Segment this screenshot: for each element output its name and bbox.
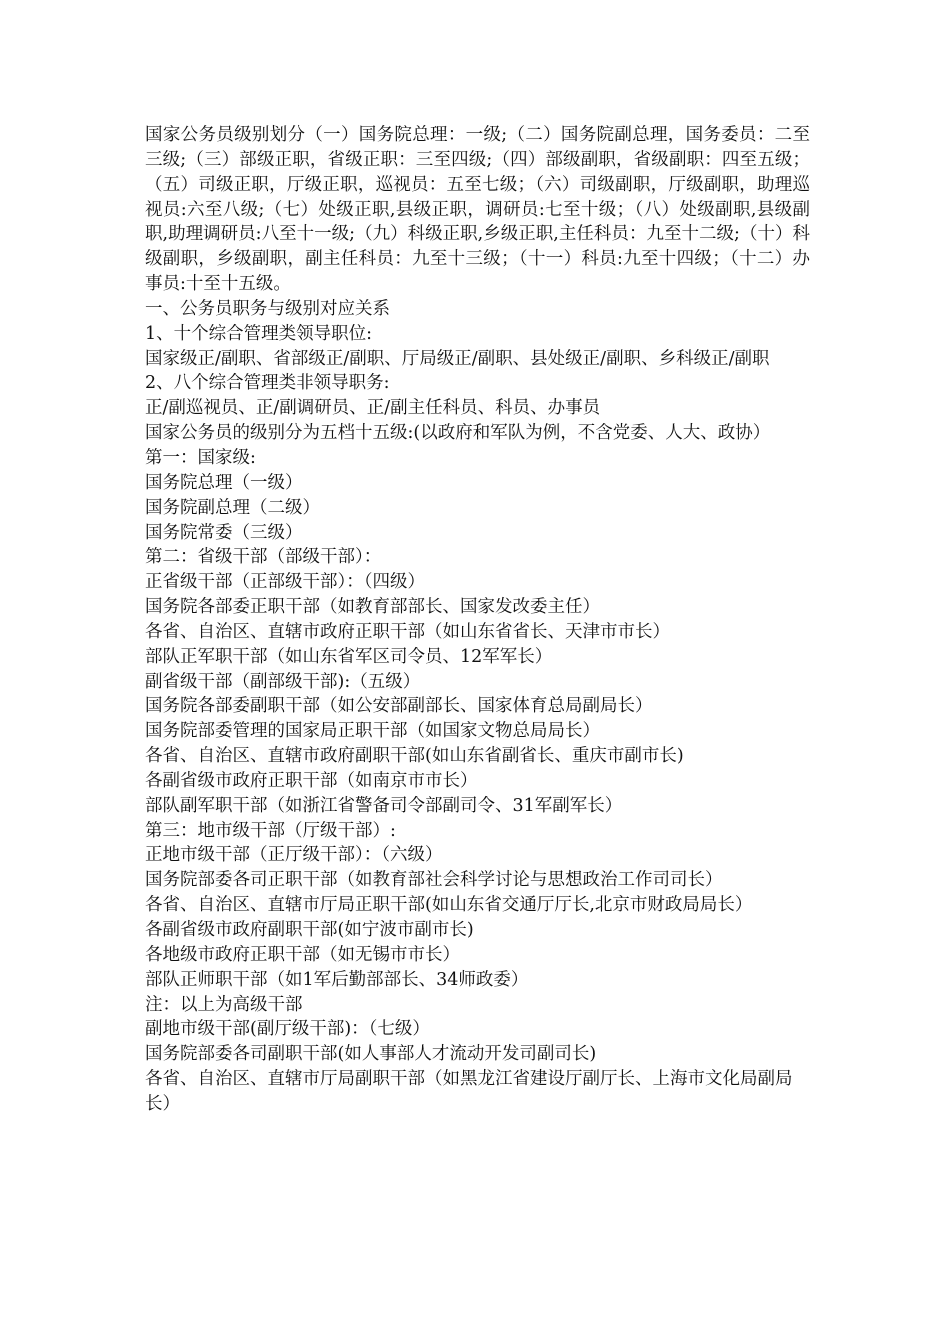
intro-paragraph: 国家公务员级别划分（一）国务院总理：一级;（二）国务院副总理，国务委员：二至三级;（三）部级正职，省级正职：三至四级;（四）部级副职，省级副职：四至五级；（五）司级正职，厅级正职，巡视员：五至七级；（六）司级副职，厅级副职，助理巡视员:六至八级;（七）处级正职,县级正职，调研员:七至十级；（八）处级副职,县级副职,助理调研员:八至十一级;（九）科级正职,乡级正职,主任科员：九至十二级;（十）科级副职，乡级副职，副主任科员：九至十三级；（十一）科员:九至十四级；（十二）办事员:十至十五级。 — [145, 125, 810, 295]
list-item: 国家级正/副职、省部级正/副职、厅局级正/副职、县处级正/副职、乡科级正/副职 — [145, 348, 770, 369]
document-body — [145, 123, 810, 1117]
list-item: 正/副巡视员、正/副调研员、正/副主任科员、科员、办事员 — [145, 398, 601, 419]
list-item: 正地市级干部（正厅级干部）：（六级） — [145, 845, 443, 866]
list-item: 正省级干部（正部级干部）：（四级） — [145, 572, 425, 593]
list-item: 2、八个综合管理类非领导职务: — [145, 373, 390, 394]
list-item: 国务院总理（一级） — [145, 472, 303, 493]
list-item: 部队正军职干部（如山东省军区司令员、12军军长） — [145, 646, 553, 667]
list-item: 国务院部委各司正职干部（如教育部社会科学讨论与思想政治工作司司长） — [145, 870, 723, 891]
list-item: 国务院各部委副职干部（如公安部副部长、国家体育总局副局长） — [145, 696, 653, 717]
list-item: 国务院常委（三级） — [145, 522, 303, 543]
list-item: 各地级市政府正职干部（如无锡市市长） — [145, 944, 460, 965]
note-line: 注：以上为高级干部 — [145, 994, 303, 1015]
list-item: 各省、自治区、直辖市厅局正职干部(如山东省交通厅厅长,北京市财政局局长） — [145, 895, 753, 916]
list-item: 各省、自治区、直辖市厅局副职干部（如黑龙江省建设厅副厅长、上海市文化局副局长） — [145, 1069, 793, 1114]
list-item: 国务院副总理（二级） — [145, 497, 320, 518]
list-item: 各省、自治区、直辖市政府副职干部(如山东省副省长、重庆市副市长) — [145, 746, 684, 767]
list-item: 国务院部委各司副职干部(如人事部人才流动开发司副司长) — [145, 1044, 597, 1065]
list-item: 部队正师职干部（如1军后勤部部长、34师政委） — [145, 969, 529, 990]
list-item: 副地市级干部(副厅级干部)：（七级） — [145, 1019, 430, 1040]
list-item: 各副省级市政府正职干部（如南京市市长） — [145, 770, 478, 791]
list-item: 国务院部委管理的国家局正职干部（如国家文物总局局长） — [145, 721, 600, 742]
list-item: 副省级干部（副部级干部):（五级） — [145, 671, 421, 692]
list-item: 第二：省级干部（部级干部）： — [145, 547, 382, 568]
list-item: 各副省级市政府副职干部(如宁波市副市长) — [145, 920, 474, 940]
list-item: 国家公务员的级别分为五档十五级:(以政府和军队为例，不含党委、人大、政协） — [145, 423, 771, 444]
list-item: 部队副军职干部（如浙江省警备司令部副司令、31军副军长） — [145, 795, 623, 816]
list-item: 1、十个综合管理类领导职位: — [145, 323, 373, 344]
list-item: 第一：国家级: — [145, 447, 256, 468]
list-item: 国务院各部委正职干部（如教育部部长、国家发改委主任） — [145, 597, 600, 618]
list-item: 第三：地市级干部（厅级干部）: — [145, 820, 396, 841]
section-heading: 一、公务员职务与级别对应关系 — [145, 298, 390, 319]
list-item: 各省、自治区、直辖市政府正职干部（如山东省省长、天津市市长） — [145, 621, 670, 642]
